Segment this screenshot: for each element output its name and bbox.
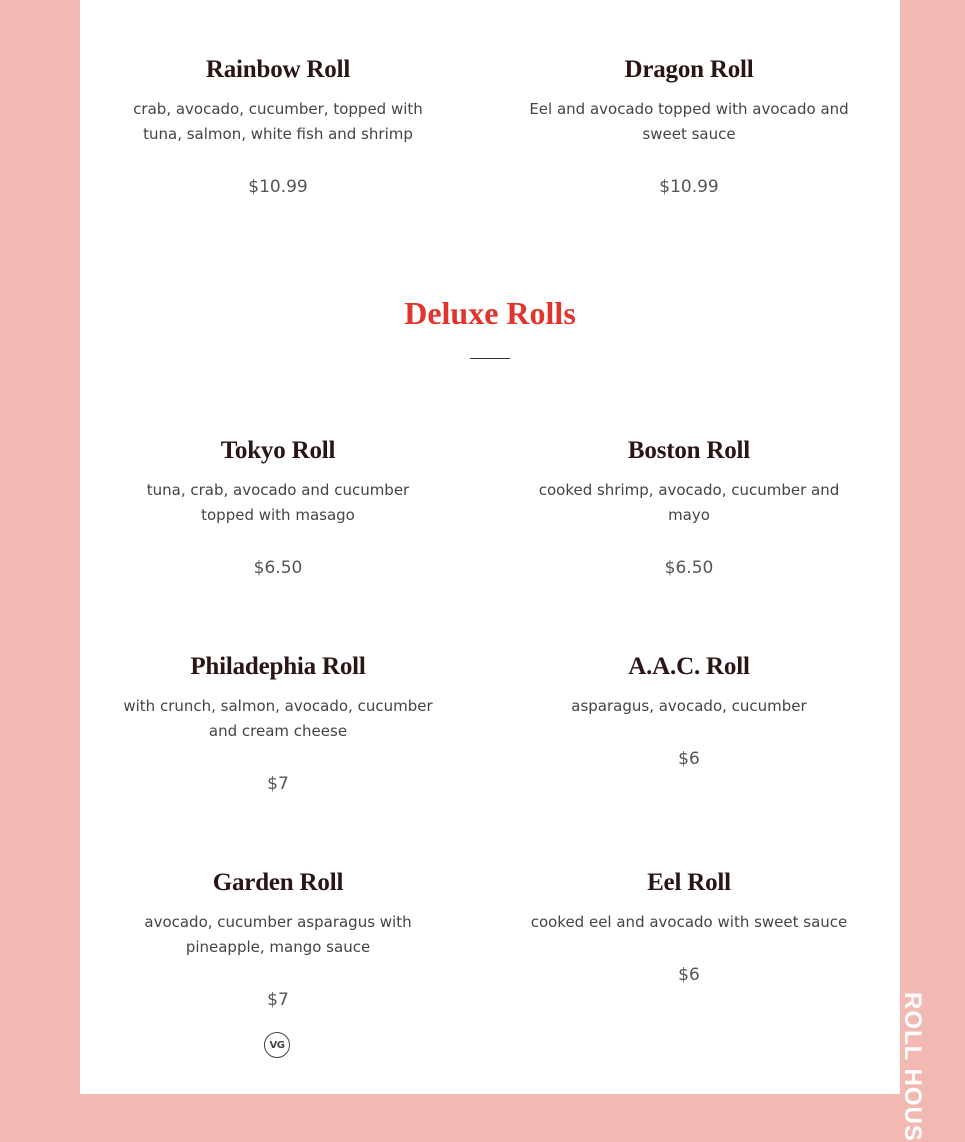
menu-item-dragon-roll — [529, 55, 849, 197]
menu-item-garden-roll — [118, 868, 438, 1051]
menu-item-aac-roll — [529, 652, 849, 769]
item-description: cooked shrimp, avocado, cucumber and mayo — [538, 481, 840, 524]
item-price: $6.50 — [253, 558, 303, 578]
menu-item-philadephia-roll — [118, 652, 438, 794]
menu-item-boston-roll — [529, 436, 849, 578]
section-title: Deluxe Rolls — [404, 295, 576, 331]
item-description: tuna, crab, avocado and cucumber topped with masago — [146, 481, 410, 524]
item-name: Garden Roll — [212, 869, 344, 896]
item-price: $7 — [267, 990, 289, 1010]
item-name: Tokyo Roll — [220, 437, 336, 464]
item-description: crab, avocado, cucumber, topped with tuna, salmon, white fish and shrimp — [133, 100, 423, 143]
side-banner-text: ROLL HOUS — [899, 992, 926, 1142]
section-divider — [470, 358, 510, 359]
item-name: Rainbow Roll — [205, 56, 351, 83]
item-price: $10.99 — [659, 177, 719, 197]
menu-panel — [80, 0, 900, 1094]
item-description: avocado, cucumber asparagus with pineapple, mango sauce — [144, 913, 412, 956]
item-description: asparagus, avocado, cucumber — [571, 697, 807, 715]
vegan-badge-icon: VG — [264, 1032, 290, 1058]
menu-item-tokyo-roll — [118, 436, 438, 578]
item-description: cooked eel and avocado with sweet sauce — [530, 913, 848, 931]
item-price: $6 — [678, 749, 700, 769]
item-name: Boston Roll — [627, 437, 751, 464]
menu-item-rainbow-roll — [118, 55, 438, 197]
item-price: $7 — [267, 774, 289, 794]
item-price: $6 — [678, 965, 700, 985]
item-name: Eel Roll — [647, 869, 731, 896]
item-price: $6.50 — [664, 558, 714, 578]
item-name: Dragon Roll — [624, 56, 754, 83]
menu-item-eel-roll — [529, 868, 849, 985]
item-description: with crunch, salmon, avocado, cucumber and cream cheese — [123, 697, 433, 740]
item-name: A.A.C. Roll — [628, 653, 750, 680]
item-name: Philadephia Roll — [190, 653, 366, 680]
item-description: Eel and avocado topped with avocado and sweet sauce — [529, 100, 849, 143]
item-price: $10.99 — [248, 177, 308, 197]
